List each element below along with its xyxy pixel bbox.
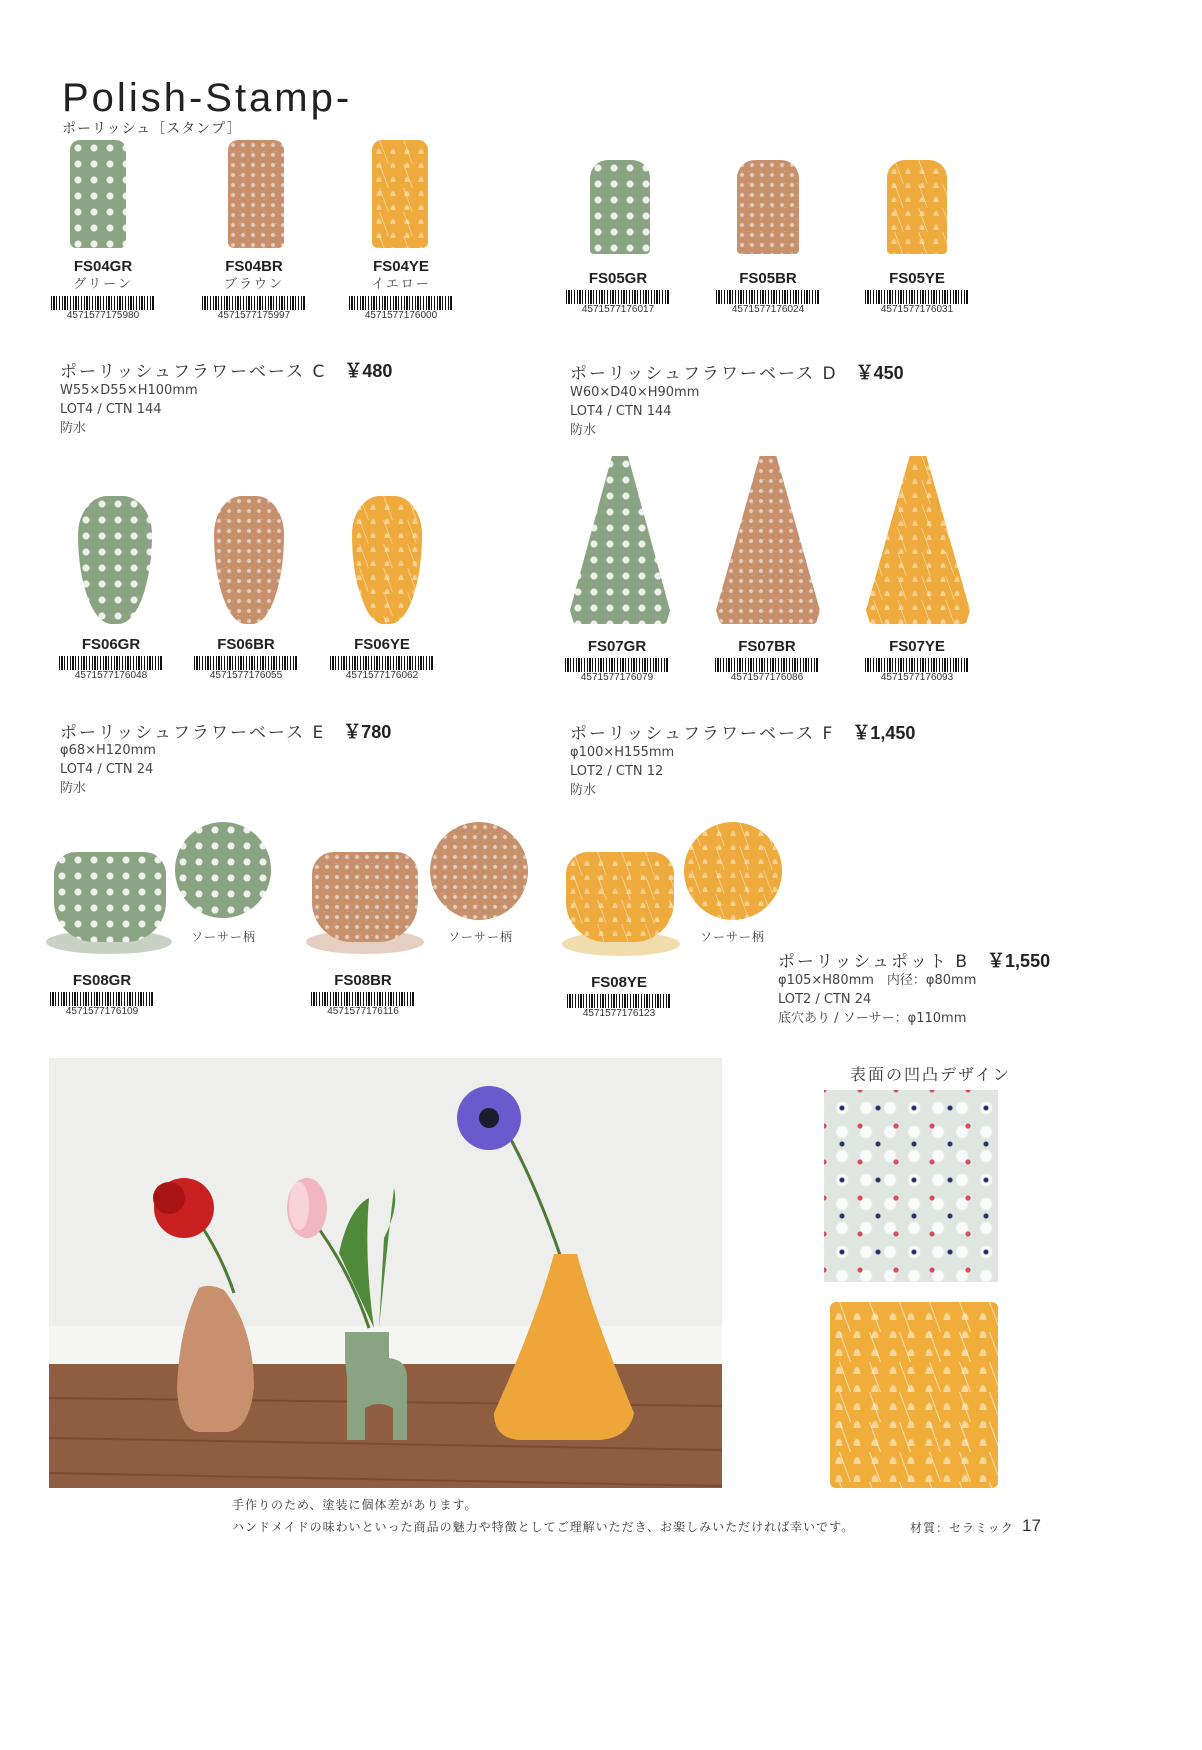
barcode: [565, 658, 669, 672]
barcode: [59, 656, 163, 670]
barcode: [330, 656, 434, 670]
vase-image-fs04gr: [70, 140, 126, 248]
block-name: ポーリッシュフラワーベース F: [570, 724, 835, 744]
block-title-c: [60, 357, 392, 383]
spec-lot: LOT2 / CTN 24: [778, 992, 872, 1007]
surface-detail-image-green: [824, 1090, 998, 1282]
jan-code: 4571577176048: [74, 670, 148, 681]
jan-code: 4571577176000: [364, 310, 438, 321]
jan-code: 4571577175980: [66, 310, 140, 321]
product-code: FS08GR: [72, 972, 132, 989]
spec-note: 底穴あり / ソーサー：φ110mm: [778, 1011, 967, 1026]
product-item: [181, 636, 311, 682]
barcode: [567, 994, 671, 1008]
product-item: [554, 974, 684, 1020]
surface-detail-image-yellow: [830, 1302, 998, 1488]
product-code: FS07BR: [738, 638, 796, 655]
product-code: FS04BR: [225, 258, 283, 275]
footer-note: 手作りのため、塗装に個体差があります。: [232, 1498, 478, 1512]
block-price: ￥450: [855, 363, 904, 383]
product-item: [336, 258, 466, 322]
block-name: ポーリッシュポット B: [778, 952, 970, 972]
jan-code: 4571577176017: [581, 304, 655, 315]
product-item: [37, 972, 167, 1018]
jan-code: 4571577176031: [880, 304, 954, 315]
product-item: [552, 638, 682, 684]
vase-image-fs07gr: [570, 456, 670, 624]
product-code: FS06GR: [81, 636, 141, 653]
page-subtitle: ポーリッシュ［スタンプ］: [62, 121, 242, 137]
product-item: [702, 638, 832, 684]
block-specs-d: [570, 383, 699, 440]
spec-note: 防水: [570, 783, 597, 798]
product-code: FS05YE: [889, 270, 945, 287]
jan-code: 4571577176062: [345, 670, 419, 681]
barcode: [311, 992, 415, 1006]
product-item: [852, 638, 982, 684]
pot-image-fs08br: [312, 852, 418, 942]
spec-lot: LOT4 / CTN 144: [60, 402, 162, 417]
spec-lot: LOT2 / CTN 12: [570, 764, 664, 779]
product-code: FS05BR: [739, 270, 797, 287]
barcode: [50, 992, 154, 1006]
block-name: ポーリッシュフラワーベース E: [60, 723, 326, 743]
spec-size: W55×D55×H100mm: [60, 383, 198, 398]
product-code: FS07YE: [889, 638, 945, 655]
jan-code: 4571577176109: [65, 1006, 139, 1017]
barcode: [349, 296, 453, 310]
spec-size: φ68×H120mm: [60, 743, 156, 758]
product-item: [298, 972, 428, 1018]
jan-code: 4571577176123: [582, 1008, 656, 1019]
saucer-pattern-image-fs08br: [430, 822, 528, 920]
product-item: [189, 258, 319, 322]
saucer-note: ソーサー柄: [448, 930, 514, 944]
product-item: [317, 636, 447, 682]
saucer-note: ソーサー柄: [191, 930, 257, 944]
jan-code: 4571577176086: [730, 672, 804, 683]
vase-image-fs07br: [716, 456, 820, 624]
product-color: ブラウン: [223, 277, 284, 292]
product-item: [553, 270, 683, 316]
jan-code: 4571577176116: [327, 1006, 399, 1017]
lifestyle-photo: [49, 1058, 722, 1488]
spec-lot: LOT4 / CTN 24: [60, 762, 154, 777]
jan-code: 4571577176024: [731, 304, 805, 315]
jan-code: 4571577176079: [580, 672, 654, 683]
barcode: [865, 290, 969, 304]
jan-code: 4571577175997: [217, 310, 291, 321]
product-code: FS08YE: [591, 974, 647, 991]
product-item: [46, 636, 176, 682]
block-title-d: [570, 359, 904, 385]
block-specs-f: [570, 743, 674, 800]
spec-lot: LOT4 / CTN 144: [570, 404, 672, 419]
spec-note: 防水: [570, 423, 597, 438]
vase-image-fs07ye: [866, 456, 970, 624]
pot-image-fs08gr: [54, 852, 166, 942]
saucer-note: ソーサー柄: [700, 930, 766, 944]
spec-size: W60×D40×H90mm: [570, 385, 700, 400]
vase-image-fs05br: [737, 160, 799, 254]
barcode: [566, 290, 670, 304]
product-item: [703, 270, 833, 316]
vase-image-fs06br: [214, 496, 284, 624]
barcode: [202, 296, 306, 310]
barcode: [194, 656, 298, 670]
saucer-pattern-image-fs08gr: [175, 822, 271, 918]
jan-code: 4571577176093: [880, 672, 954, 683]
barcode: [865, 658, 969, 672]
material-label: 材質：セラミック: [910, 1521, 1014, 1535]
vase-image-fs06ye: [352, 496, 422, 624]
product-code: FS04GR: [73, 258, 133, 275]
block-name: ポーリッシュフラワーベース D: [570, 364, 838, 384]
block-title-b: [778, 947, 1050, 973]
barcode: [51, 296, 155, 310]
block-name: ポーリッシュフラワーベース C: [60, 362, 327, 382]
spec-note: 防水: [60, 781, 87, 796]
product-code: FS06BR: [217, 636, 275, 653]
product-item: [852, 270, 982, 316]
page-title: Polish-Stamp-: [62, 76, 353, 120]
vase-image-fs06gr: [78, 496, 152, 624]
barcode: [716, 290, 820, 304]
vase-image-fs04ye: [372, 140, 428, 248]
block-price: ￥1,450: [852, 723, 916, 743]
block-price: ￥1,550: [987, 951, 1051, 971]
product-item: [38, 258, 168, 322]
vase-image-fs05ye: [887, 160, 947, 254]
block-specs-b: [778, 971, 976, 1028]
jan-code: 4571577176055: [209, 670, 283, 681]
lifestyle-photo-illustration: [49, 1058, 722, 1488]
block-title-f: [570, 719, 915, 745]
barcode: [715, 658, 819, 672]
product-code: FS08BR: [334, 972, 392, 989]
block-specs-c: [60, 381, 198, 438]
page-number: 17: [1022, 1516, 1041, 1535]
product-code: FS04YE: [373, 258, 429, 275]
saucer-pattern-image-fs08ye: [684, 822, 782, 920]
spec-note: 防水: [60, 421, 87, 436]
spec-size: φ105×H80mm 内径：φ80mm: [778, 973, 977, 988]
product-code: FS06YE: [354, 636, 410, 653]
block-specs-e: [60, 741, 156, 798]
product-color: グリーン: [73, 277, 133, 292]
product-code: FS07GR: [587, 638, 647, 655]
footer-note: ハンドメイドの味わいといった商品の魅力や特徴としてご理解いただき、お楽しみいただければ幸いです。: [232, 1520, 855, 1534]
spec-size: φ100×H155mm: [570, 745, 675, 760]
vase-image-fs04br: [228, 140, 284, 248]
vase-image-fs05gr: [590, 160, 650, 254]
product-color: イエロー: [371, 277, 431, 292]
product-code: FS05GR: [588, 270, 648, 287]
block-price: ￥480: [344, 361, 393, 381]
pot-image-fs08ye: [566, 852, 674, 942]
block-price: ￥780: [343, 722, 392, 742]
detail-title: 表面の凹凸デザイン: [850, 1065, 1011, 1084]
